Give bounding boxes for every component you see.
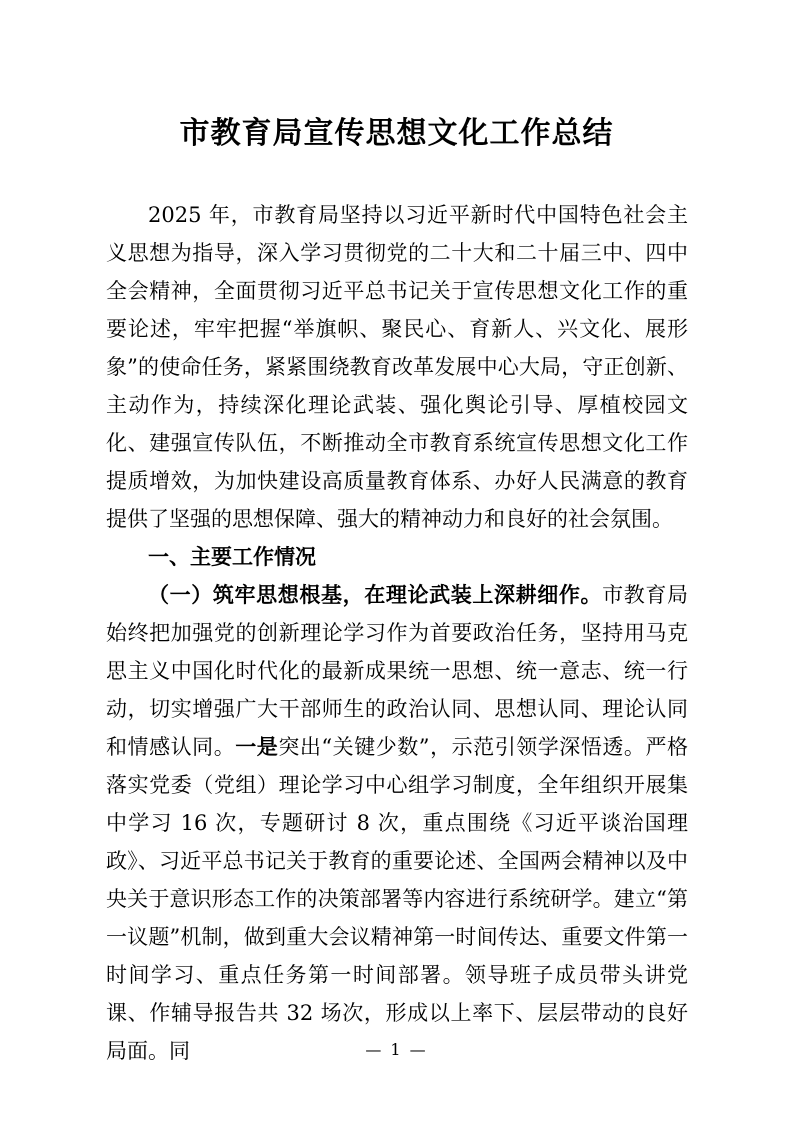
subsection-text-1: 市教育局始终把加强党的创新理论学习作为首要政治任务，坚持用马克思主义中国化时代化的最新成果统一思想、统一意志、统一行动，切实增强广大干部师生的政治认同、思想认同、理论认同和情感认同。 — [106, 583, 688, 759]
point-label: 一是 — [235, 734, 279, 759]
section-heading: 一、主要工作情况 — [148, 545, 316, 569]
subsection-paragraph — [106, 576, 688, 1070]
subsection-heading: （一）筑牢思想根基，在理论武装上深耕细作。 — [148, 582, 603, 607]
document-title: 市教育局宣传思想文化工作总结 — [179, 116, 614, 151]
intro-paragraph: 2025 年，市教育局坚持以习近平新时代中国特色社会主义思想为指导，深入学习贯彻党的二十大和二十届三中、四中全会精神，全面贯彻习近平总书记关于宣传思想文化工作的重要论述，牢牢把握“举旗帜、聚民心、育新人、兴文化、展形象”的使命任务，紧紧围绕教育改革发展中心大局，守正创新、主动作为，持续深化理论武装、强化舆论引导、厚植校园文化、建强宣传队伍，不断推动全市教育系统宣传思想文化工作提质增效，为加快建设高质量教育体系、办好人民满意的教育提供了坚强的思想保障、强大的精神动力和良好的社会氛围。 — [106, 203, 688, 531]
subsection-text-2: 突出“关键少数”，示范引领学深悟透。严格落实党委（党组）理论学习中心组学习制度，全年组织开展集中学习 16 次，专题研讨 8 次，重点围绕《习近平谈治国理政》、习近平总书记关于教育的重要论述、全国两会精神以及中央关于意识形态工作的决策部署等内容进行系统研学。建立“第一议题”机制，做到重大会议精神第一时间传达、重要文件第一时间学习、重点任务第一时间部署。领导班子成员带头讲党课、作辅导报告共 32 场次，形成以上率下、层层带动的良好局面。同 — [106, 735, 688, 1063]
page-number: — 1 — — [365, 1040, 428, 1059]
document-body — [106, 196, 688, 1070]
